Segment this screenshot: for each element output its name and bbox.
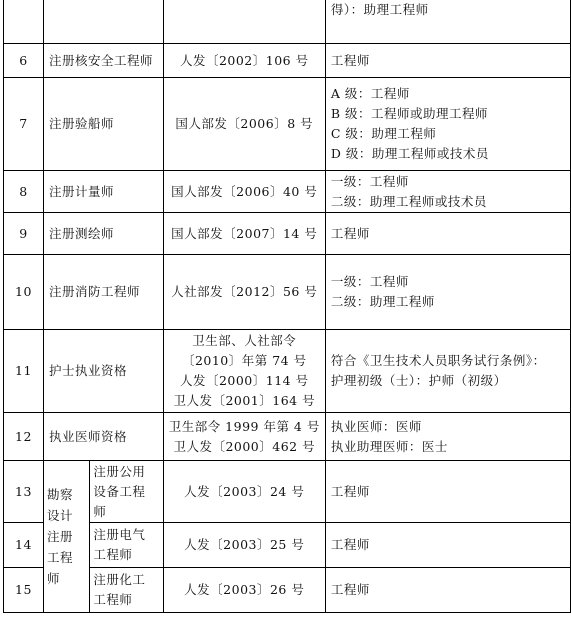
title-level-line: 一级：工程师: [330, 173, 409, 189]
title-level-line: 工程师: [330, 582, 370, 597]
table-row: [4, 213, 571, 255]
qualification-name-line: 工程师: [93, 547, 133, 562]
qualification-name-cell: 护士执业资格: [43, 330, 163, 413]
title-level-cell: [325, 78, 570, 171]
table-row: [4, 461, 571, 523]
document-number-cell: [163, 213, 325, 255]
title-level-line: 护理初级（士）：护师（初级）: [330, 373, 507, 388]
row-number-cell: 14: [4, 523, 44, 568]
title-level-cell: [325, 0, 570, 44]
title-level-line: 二级：助理工程师: [330, 294, 435, 309]
qualification-name-cell: [90, 568, 163, 613]
document-number-line: 国人部发〔2006〕40 号: [171, 183, 318, 199]
qualification-name-cell: [43, 0, 163, 44]
document-number-line: 卫生部令 1999 年第 4 号: [168, 418, 320, 434]
table-body: [4, 0, 571, 613]
qualification-name-line: 工程师: [93, 592, 133, 607]
qualification-name-line: 注册电气: [93, 527, 146, 542]
qualification-name-cell: 注册测绘师: [43, 213, 163, 255]
table-row: [4, 171, 571, 213]
qualification-name-line: 注册化工: [93, 572, 146, 587]
title-level-line: B 级：工程师或助理工程师: [330, 106, 489, 121]
title-level-cell: [325, 330, 570, 413]
document-number-cell: [163, 330, 325, 413]
title-level-cell: [325, 523, 570, 568]
qualification-name-cell: [90, 523, 163, 568]
document-number-line: 人发〔2003〕25 号: [184, 537, 305, 552]
category-line: 工程: [46, 550, 73, 565]
document-number-line: 人发〔2000〕114 号: [179, 373, 309, 388]
qualification-name-cell: [90, 461, 163, 523]
row-number-cell: 13: [4, 461, 44, 523]
qualification-name-cell: 注册核安全工程师: [43, 44, 163, 78]
document-number-line: 国人部发〔2007〕14 号: [171, 225, 318, 241]
title-level-line: 二级：助理工程师或技术员: [330, 193, 487, 209]
title-level-cell: [325, 568, 570, 613]
title-level-line: 得）：助理工程师: [330, 2, 429, 17]
qualification-name-line: 设备工程: [93, 483, 146, 499]
title-level-line: 一级：工程师: [330, 274, 409, 289]
row-number-cell: 9: [4, 213, 44, 255]
document-number-line: 〔2010〕年第 74 号: [181, 353, 307, 368]
table-row: [4, 78, 571, 171]
table-row: [4, 255, 571, 330]
row-number-cell: 11: [4, 330, 44, 413]
title-level-line: D 级：助理工程师或技术员: [330, 146, 489, 161]
title-level-line: 工程师: [330, 52, 370, 68]
title-level-cell: [325, 461, 570, 523]
document-number-cell: [163, 413, 325, 461]
document-number-line: 卫人发〔2000〕462 号: [173, 438, 316, 454]
row-number-cell: [4, 0, 44, 44]
document-number-cell: [163, 171, 325, 213]
qualification-name-line: 注册公用: [93, 463, 146, 479]
title-level-cell: [325, 213, 570, 255]
qualification-name-cell: 注册验船师: [43, 78, 163, 171]
category-line: 勘察: [46, 487, 73, 502]
document-number-line: 卫生部、人社部令: [192, 333, 297, 348]
title-level-line: 执业医师：医师: [330, 418, 422, 434]
row-number-cell: 10: [4, 255, 44, 330]
category-line: 师: [46, 571, 60, 586]
row-number-cell: 8: [4, 171, 44, 213]
row-number-cell: 6: [4, 44, 44, 78]
table-row: [4, 0, 571, 44]
table-row: [4, 330, 571, 413]
qualification-name-cell: 执业医师资格: [43, 413, 163, 461]
qualification-name-cell: 注册计量师: [43, 171, 163, 213]
category-line: 设计: [46, 508, 73, 523]
title-level-cell: [325, 255, 570, 330]
document-number-cell: [163, 255, 325, 330]
document-number-cell: [163, 78, 325, 171]
document-number-cell: [163, 44, 325, 78]
title-level-line: 执业助理医师：医士: [330, 438, 448, 454]
category-line: 注册: [46, 529, 73, 544]
title-level-cell: [325, 413, 570, 461]
title-level-line: A 级：工程师: [330, 86, 410, 101]
title-level-line: 工程师: [330, 537, 370, 552]
row-number-cell: 15: [4, 568, 44, 613]
title-level-line: C 级：助理工程师: [330, 126, 437, 141]
document-number-cell: [163, 0, 325, 44]
title-level-line: 符合《卫生技术人员职务试行条例》：: [330, 353, 546, 368]
document-number-line: 人发〔2003〕24 号: [184, 483, 305, 499]
table-row: [4, 44, 571, 78]
document-number-cell: [163, 568, 325, 613]
title-level-line: 工程师: [330, 225, 370, 241]
document-number-line: 人发〔2003〕26 号: [184, 582, 305, 597]
document-number-cell: [163, 523, 325, 568]
document-number-line: 卫人发〔2001〕164 号: [173, 393, 316, 408]
qualification-name-cell: 注册消防工程师: [43, 255, 163, 330]
category-cell: [43, 461, 89, 613]
document-number-line: 人社部发〔2012〕56 号: [171, 284, 318, 299]
title-level-cell: [325, 44, 570, 78]
title-level-cell: [325, 171, 570, 213]
table-row: [4, 413, 571, 461]
document-number-cell: [163, 461, 325, 523]
row-number-cell: 12: [4, 413, 44, 461]
row-number-cell: 7: [4, 78, 44, 171]
qualification-name-line: 师: [93, 503, 107, 519]
document-number-line: 国人部发〔2006〕8 号: [175, 116, 314, 131]
document-number-line: 人发〔2002〕106 号: [179, 52, 309, 68]
qualification-table: [3, 0, 571, 613]
title-level-line: 工程师: [330, 483, 370, 499]
